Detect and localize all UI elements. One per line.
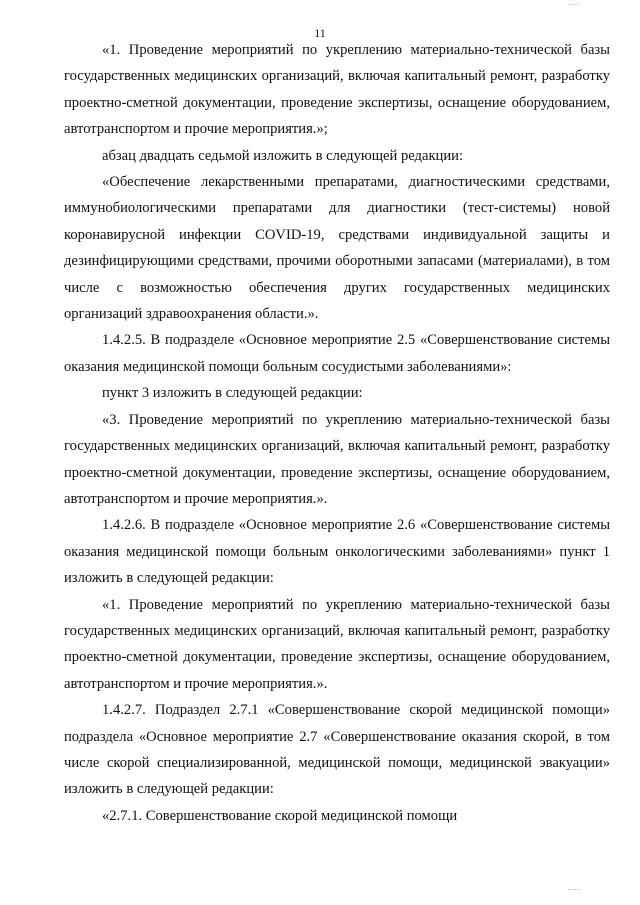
document-body [64,37,610,829]
paragraph-2: абзац двадцать седьмой изложить в следующей редакции: [102,147,464,164]
paragraph-4: 1.4.2.5. В подразделе «Основное мероприятие 2.5 «Совершенствование системы оказания медицинской помощи больным сосудистыми заболеваниями»: [64,332,610,375]
page-number: 11 [314,26,326,40]
paragraph-9: 1.4.2.7. Подраздел 2.7.1 «Совершенствование скорой медицинской помощи» подраздела «Основное мероприятие 2.7 «Совершенствование оказания скорой, в том числе скорой специализированной, медицинской помощи, медицинской эвакуации» изложить в следующей редакции: [64,702,610,798]
scan-artifact-top [568,4,580,7]
paragraph-3: «Обеспечение лекарственными препаратами, диагностическими средствами, иммунобиологическими препаратами для диагностики (тест-системы) новой коронавирусной инфекции COVID-19, средствами индивидуальной защиты и дезинфицирующими средствами, прочими оборотными запасами (материалами), в том числе с возможностью обеспечения других государственных медицинских организаций здравоохранения области.». [64,174,610,323]
paragraph-7: 1.4.2.6. В подразделе «Основное мероприятие 2.6 «Совершенствование системы оказания медицинской помощи больным онкологическими заболеваниями» пункт 1 изложить в следующей редакции: [64,517,610,587]
paragraph-6: «3. Проведение мероприятий по укреплению материально-технической базы государственных медицинских организаций, включая капитальный ремонт, разработку проектно-сметной документации, проведение экспертизы, оснащение оборудованием, автотранспортом и прочие мероприятия.». [64,411,610,507]
scan-artifact-bottom [568,889,580,893]
paragraph-8: «1. Проведение мероприятий по укреплению материально-технической базы государственных медицинских организаций, включая капитальный ремонт, разработку проектно-сметной документации, проведение экспертизы, оснащение оборудованием, автотранспортом и прочие мероприятия.». [64,596,610,692]
paragraph-10: «2.7.1. Совершенствование скорой медицинской помощи [102,807,458,824]
paragraph-1: «1. Проведение мероприятий по укреплению материально-технической базы государственных медицинских организаций, включая капитальный ремонт, разработку проектно-сметной документации, проведение экспертизы, оснащение оборудованием, автотранспортом и прочие мероприятия.»; [64,42,610,138]
paragraph-5: пункт 3 изложить в следующей редакции: [102,385,363,402]
